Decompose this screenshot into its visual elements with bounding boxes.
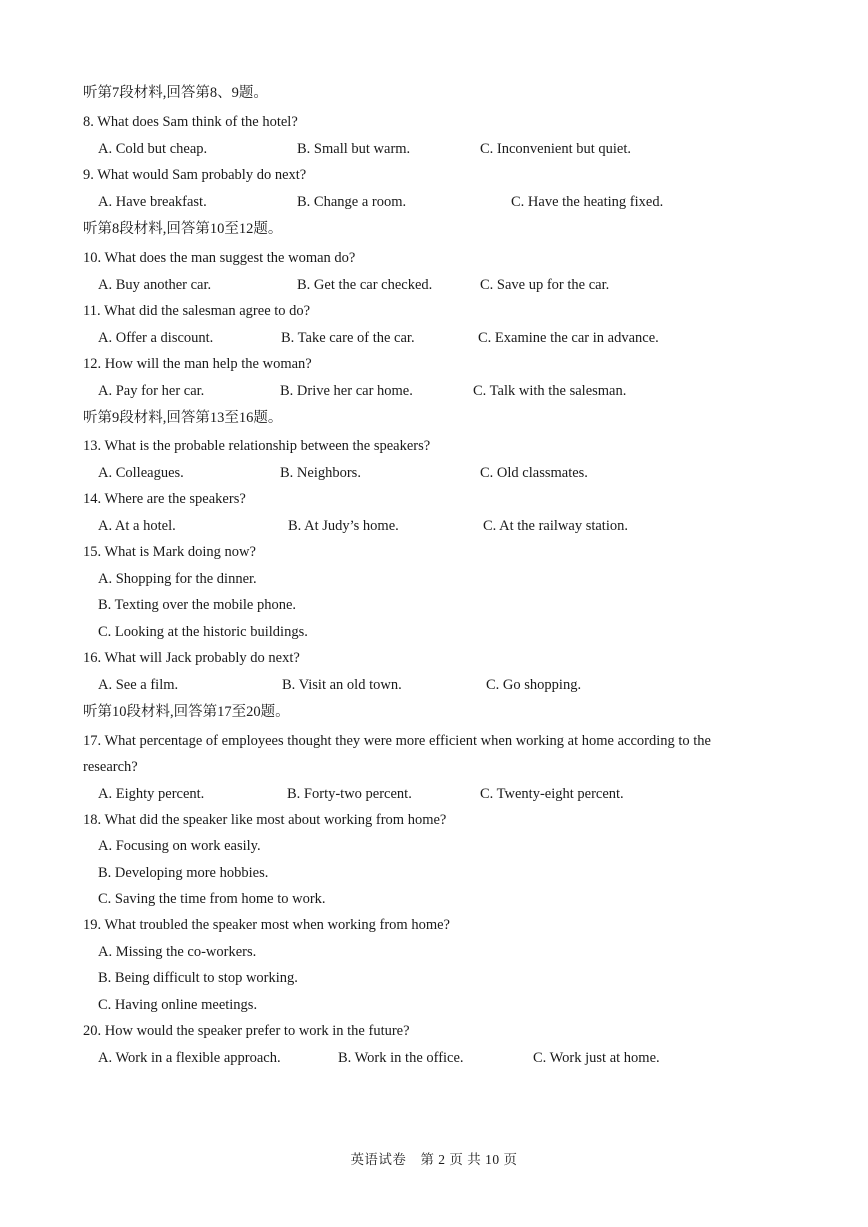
q18-option-b: B. Developing more hobbies. xyxy=(98,865,269,881)
section-heading-8: 听第8段材料,回答第10至12题。 xyxy=(83,221,283,237)
q15-option-b: B. Texting over the mobile phone. xyxy=(98,597,297,613)
question-16: 16. What will Jack probably do next? xyxy=(83,650,300,666)
q10-option-b: B. Get the car checked. xyxy=(297,277,433,293)
question-17: 17. What percentage of employees thought they were more efficient when working at home according to the xyxy=(83,733,711,749)
q16-option-b: B. Visit an old town. xyxy=(282,677,402,693)
q19-option-a: A. Missing the co-workers. xyxy=(98,944,257,960)
q12-option-b: B. Drive her car home. xyxy=(280,383,413,399)
q15-option-a: A. Shopping for the dinner. xyxy=(98,571,257,587)
q19-option-b: B. Being difficult to stop working. xyxy=(98,970,298,986)
q17-option-a: A. Eighty percent. xyxy=(98,786,205,802)
question-14: 14. Where are the speakers? xyxy=(83,491,246,507)
q16-option-c: C. Go shopping. xyxy=(486,677,582,693)
q10-option-c: C. Save up for the car. xyxy=(480,277,610,293)
q11-option-a: A. Offer a discount. xyxy=(98,330,214,346)
question-9: 9. What would Sam probably do next? xyxy=(83,167,307,183)
q20-option-a: A. Work in a flexible approach. xyxy=(98,1050,281,1066)
q18-option-a: A. Focusing on work easily. xyxy=(98,838,261,854)
q13-option-c: C. Old classmates. xyxy=(480,465,588,481)
q15-option-c: C. Looking at the historic buildings. xyxy=(98,624,308,640)
q9-option-c: C. Have the heating fixed. xyxy=(511,194,664,210)
page-footer: 英语试卷 第 2 页 共 10 页 xyxy=(350,1152,518,1167)
q9-option-b: B. Change a room. xyxy=(297,194,407,210)
question-10: 10. What does the man suggest the woman do? xyxy=(83,250,356,266)
q17-option-b: B. Forty-two percent. xyxy=(287,786,412,802)
q12-option-a: A. Pay for her car. xyxy=(98,383,205,399)
q11-option-c: C. Examine the car in advance. xyxy=(478,330,659,346)
section-heading-7: 听第7段材料,回答第8、9题。 xyxy=(83,85,268,101)
q18-option-c: C. Saving the time from home to work. xyxy=(98,891,326,907)
question-8: 8. What does Sam think of the hotel? xyxy=(83,114,298,130)
q8-option-b: B. Small but warm. xyxy=(297,141,411,157)
q14-option-a: A. At a hotel. xyxy=(98,518,176,534)
q20-option-c: C. Work just at home. xyxy=(533,1050,660,1066)
question-11: 11. What did the salesman agree to do? xyxy=(83,303,311,319)
question-12: 12. How will the man help the woman? xyxy=(83,356,312,372)
q10-option-a: A. Buy another car. xyxy=(98,277,212,293)
q12-option-c: C. Talk with the salesman. xyxy=(473,383,627,399)
q8-option-c: C. Inconvenient but quiet. xyxy=(480,141,632,157)
q14-option-b: B. At Judy’s home. xyxy=(288,518,399,534)
q14-option-c: C. At the railway station. xyxy=(483,518,628,534)
section-heading-9: 听第9段材料,回答第13至16题。 xyxy=(83,410,283,426)
q13-option-a: A. Colleagues. xyxy=(98,465,184,481)
q19-option-c: C. Having online meetings. xyxy=(98,997,258,1013)
section-heading-10: 听第10段材料,回答第17至20题。 xyxy=(83,704,290,720)
q17-option-c: C. Twenty-eight percent. xyxy=(480,786,624,802)
question-20: 20. How would the speaker prefer to work in the future? xyxy=(83,1023,410,1039)
question-15: 15. What is Mark doing now? xyxy=(83,544,256,560)
question-18: 18. What did the speaker like most about working from home? xyxy=(83,812,447,828)
q8-option-a: A. Cold but cheap. xyxy=(98,141,208,157)
q11-option-b: B. Take care of the car. xyxy=(281,330,415,346)
question-19: 19. What troubled the speaker most when working from home? xyxy=(83,917,450,933)
question-13: 13. What is the probable relationship between the speakers? xyxy=(83,438,431,454)
q20-option-b: B. Work in the office. xyxy=(338,1050,464,1066)
q16-option-a: A. See a film. xyxy=(98,677,179,693)
question-17-continued: research? xyxy=(83,759,138,775)
q13-option-b: B. Neighbors. xyxy=(280,465,361,481)
q9-option-a: A. Have breakfast. xyxy=(98,194,207,210)
